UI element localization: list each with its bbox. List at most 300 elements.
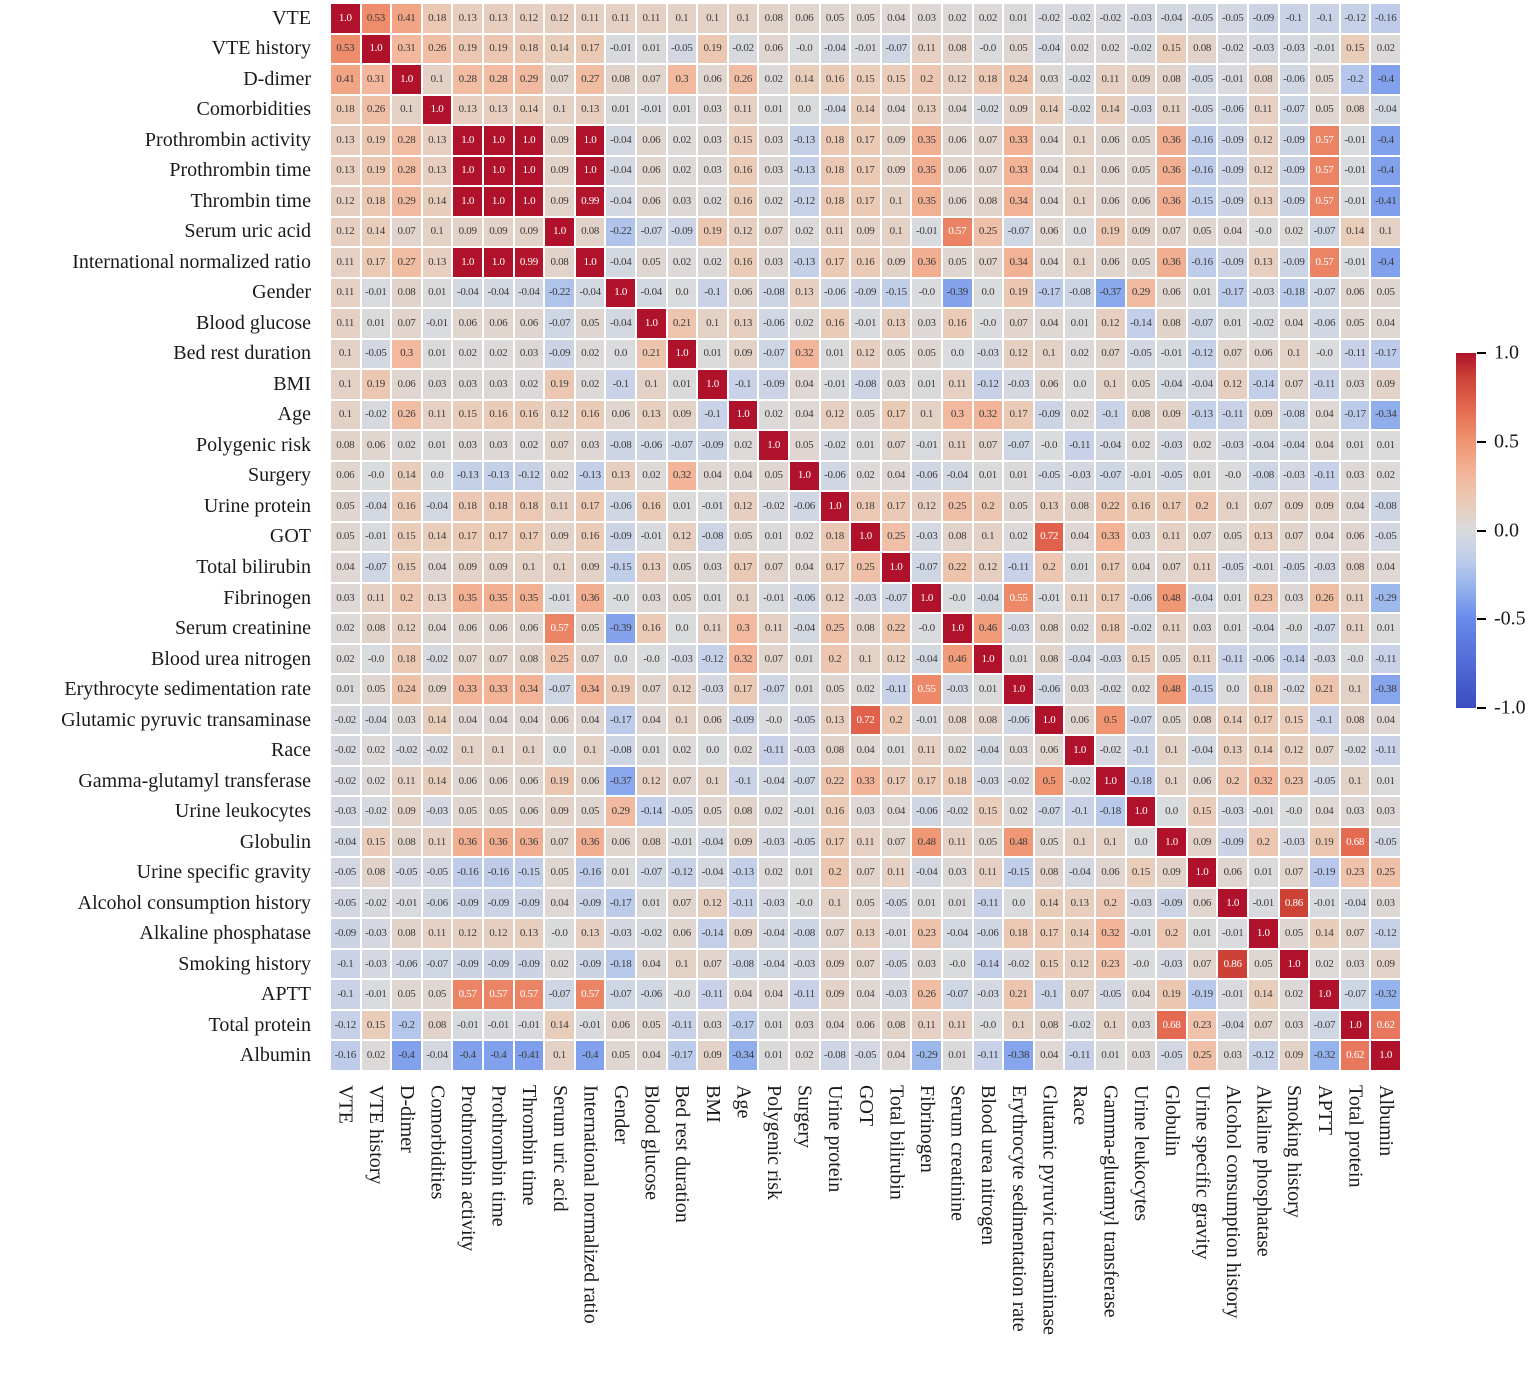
heatmap-cell: 0.1: [821, 889, 850, 918]
heatmap-cell: 0.01: [790, 675, 819, 704]
heatmap-cell: 1.0: [453, 157, 482, 186]
heatmap-cell: 0.12: [974, 553, 1003, 582]
heatmap-cell: 0.07: [821, 919, 850, 948]
heatmap-cell: 0.18: [821, 157, 850, 186]
heatmap-cell: -0.1: [331, 980, 360, 1009]
heatmap-cell: -0.16: [484, 858, 513, 887]
heatmap-cell: 0.2: [821, 645, 850, 674]
heatmap-cell: 0.23: [912, 919, 941, 948]
heatmap-cell: -0.05: [1188, 96, 1217, 125]
heatmap-cell: 0.14: [1035, 96, 1064, 125]
heatmap-cell: 0.14: [1035, 889, 1064, 918]
heatmap-cell: 0.08: [331, 431, 360, 460]
heatmap-cell: 0.46: [943, 645, 972, 674]
heatmap-cell: 0.3: [729, 614, 758, 643]
heatmap-cell: 0.01: [759, 1041, 788, 1070]
heatmap-cell: 0.15: [882, 65, 911, 94]
heatmap-cell: -0.04: [423, 1041, 452, 1070]
heatmap-cell: 0.1: [1280, 340, 1309, 369]
heatmap-cell: 0.14: [545, 1011, 574, 1040]
heatmap-cell: 0.02: [698, 248, 727, 277]
heatmap-cell: 0.48: [1004, 828, 1033, 857]
heatmap-cell: 0.04: [637, 950, 666, 979]
heatmap-cell: 0.14: [545, 35, 574, 64]
heatmap-cell: -0.0: [1249, 218, 1278, 247]
heatmap-cell: 0.01: [759, 523, 788, 552]
row-label: Globulin: [239, 830, 311, 853]
heatmap-cell: -0.4: [1371, 126, 1400, 155]
heatmap-cell: -0.09: [515, 950, 544, 979]
heatmap-cell: -0.07: [423, 950, 452, 979]
heatmap-cell: -0.06: [912, 797, 941, 826]
heatmap-cell: 1.0: [515, 157, 544, 186]
heatmap-cell: 0.05: [759, 462, 788, 491]
heatmap-cell: 0.19: [698, 35, 727, 64]
heatmap-cell: -0.04: [1035, 35, 1064, 64]
heatmap-cell: -0.06: [423, 889, 452, 918]
heatmap-cell: 0.04: [545, 889, 574, 918]
heatmap-cell: 0.06: [943, 157, 972, 186]
heatmap-cell: -0.04: [606, 187, 635, 216]
heatmap-cell: -0.02: [362, 401, 391, 430]
heatmap-cell: -0.09: [606, 523, 635, 552]
heatmap-cell: 0.01: [637, 889, 666, 918]
heatmap-cell: 0.04: [821, 1011, 850, 1040]
heatmap-cell: 0.14: [1249, 980, 1278, 1009]
heatmap-cell: -0.02: [821, 431, 850, 460]
heatmap-cell: 0.36: [484, 828, 513, 857]
heatmap-cell: 0.06: [515, 309, 544, 338]
heatmap-cell: -0.04: [362, 492, 391, 521]
heatmap-cell: 0.02: [759, 65, 788, 94]
heatmap-cell: 0.33: [851, 767, 880, 796]
heatmap-cell: 0.01: [606, 858, 635, 887]
heatmap-cell: 0.11: [545, 492, 574, 521]
heatmap-cell: 0.1: [1096, 370, 1125, 399]
heatmap-cell: 0.01: [698, 584, 727, 613]
heatmap-cell: -0.07: [943, 980, 972, 1009]
heatmap-cell: -0.04: [606, 126, 635, 155]
heatmap-cell: 0.1: [1065, 248, 1094, 277]
heatmap-cell: 1.0: [1249, 919, 1278, 948]
heatmap-cell: 0.24: [392, 675, 421, 704]
heatmap-cell: 0.41: [331, 65, 360, 94]
heatmap-cell: -0.02: [1249, 309, 1278, 338]
heatmap-cell: 0.03: [882, 370, 911, 399]
heatmap-cell: 0.1: [331, 401, 360, 430]
row-label: Albumin: [239, 1044, 311, 1067]
heatmap-cell: -0.1: [698, 401, 727, 430]
heatmap-cell: 0.14: [1218, 706, 1247, 735]
heatmap-cell: -0.07: [1127, 706, 1156, 735]
col-label: Prothrombin time: [487, 1085, 510, 1227]
heatmap-cell: -0.04: [606, 157, 635, 186]
heatmap-cell: -0.04: [698, 828, 727, 857]
heatmap-cell: 0.09: [545, 523, 574, 552]
heatmap-cell: 0.3: [668, 65, 697, 94]
col-label: Blood urea nitrogen: [977, 1085, 1000, 1245]
heatmap-cell: 0.11: [1065, 584, 1094, 613]
heatmap-cell: -0.09: [1218, 126, 1247, 155]
heatmap-cell: 0.08: [1249, 65, 1278, 94]
heatmap-cell: -0.39: [606, 614, 635, 643]
heatmap-cell: -0.09: [515, 889, 544, 918]
heatmap-cell: -0.17: [1371, 340, 1400, 369]
heatmap-cell: -0.0: [974, 309, 1003, 338]
heatmap-cell: 0.02: [362, 736, 391, 765]
heatmap-cell: -0.05: [423, 858, 452, 887]
heatmap-cell: 0.5: [1035, 767, 1064, 796]
heatmap-cell: 0.11: [1341, 584, 1370, 613]
heatmap-cell: -0.02: [1065, 4, 1094, 33]
heatmap-cell: 0.22: [943, 553, 972, 582]
heatmap-cell: 0.05: [484, 797, 513, 826]
heatmap-cell: -0.03: [1280, 462, 1309, 491]
heatmap-cell: 0.05: [1310, 65, 1339, 94]
heatmap-cell: 0.02: [1127, 431, 1156, 460]
heatmap-cell: -0.06: [606, 492, 635, 521]
heatmap-cell: 0.2: [1035, 553, 1064, 582]
heatmap-cell: 0.14: [1096, 96, 1125, 125]
heatmap-cell: -0.0: [943, 950, 972, 979]
heatmap-cell: -0.06: [974, 919, 1003, 948]
heatmap-cell: 0.0: [1218, 675, 1247, 704]
heatmap-cell: 0.11: [759, 614, 788, 643]
heatmap-cell: 0.1: [1096, 828, 1125, 857]
heatmap-cell: -0.01: [423, 309, 452, 338]
heatmap-cell: 0.08: [1035, 858, 1064, 887]
col-label: BMI: [701, 1085, 724, 1123]
heatmap-cell: 0.07: [1004, 309, 1033, 338]
heatmap-cell: 0.25: [1188, 1041, 1217, 1070]
row-label: International normalized ratio: [72, 250, 311, 273]
heatmap-cell: 0.1: [729, 4, 758, 33]
heatmap-cell: -0.07: [1188, 309, 1217, 338]
heatmap-cell: -0.07: [545, 980, 574, 1009]
heatmap-cell: 0.06: [453, 614, 482, 643]
heatmap-cell: -0.09: [453, 950, 482, 979]
heatmap-cell: 0.06: [576, 767, 605, 796]
heatmap-cell: 0.16: [821, 309, 850, 338]
heatmap-cell: 0.02: [729, 736, 758, 765]
heatmap-cell: 0.07: [1280, 370, 1309, 399]
heatmap-cell: 0.06: [515, 797, 544, 826]
heatmap-cell: 0.14: [1249, 736, 1278, 765]
heatmap-cell: 0.35: [515, 584, 544, 613]
heatmap-cell: 0.36: [576, 828, 605, 857]
heatmap-cell: -0.03: [698, 675, 727, 704]
heatmap-cell: 0.04: [882, 462, 911, 491]
heatmap-cell: -0.18: [1096, 797, 1125, 826]
heatmap-cell: 0.25: [545, 645, 574, 674]
heatmap-cell: 0.03: [637, 584, 666, 613]
heatmap-cell: 0.03: [484, 370, 513, 399]
heatmap-cell: 0.05: [729, 523, 758, 552]
heatmap-cell: 0.1: [882, 218, 911, 247]
heatmap-cell: 0.12: [392, 614, 421, 643]
heatmap-cell: 0.53: [362, 4, 391, 33]
heatmap-cell: 0.04: [423, 614, 452, 643]
heatmap-cell: 0.17: [1157, 492, 1186, 521]
heatmap-cell: 0.02: [1127, 675, 1156, 704]
heatmap-cell: 0.11: [362, 584, 391, 613]
heatmap-cell: -0.12: [1371, 919, 1400, 948]
heatmap-cell: 0.02: [1310, 950, 1339, 979]
heatmap-cell: 1.0: [392, 65, 421, 94]
heatmap-cell: -0.06: [759, 309, 788, 338]
heatmap-cell: -0.18: [606, 950, 635, 979]
heatmap-cell: 0.1: [637, 370, 666, 399]
heatmap-cell: -0.04: [1249, 431, 1278, 460]
heatmap-cell: 0.2: [1249, 828, 1278, 857]
heatmap-cell: -0.02: [331, 706, 360, 735]
heatmap-cell: 0.07: [974, 431, 1003, 460]
heatmap-cell: 0.07: [545, 431, 574, 460]
heatmap-cell: 0.16: [851, 248, 880, 277]
heatmap-cell: 0.04: [759, 980, 788, 1009]
heatmap-cell: -0.04: [943, 919, 972, 948]
heatmap-cell: 0.0: [1065, 370, 1094, 399]
heatmap-cell: 0.18: [851, 492, 880, 521]
heatmap-cell: 0.04: [1035, 126, 1064, 155]
heatmap-cell: -0.03: [1280, 35, 1309, 64]
heatmap-cell: 0.12: [1096, 309, 1125, 338]
heatmap-cell: 0.19: [484, 35, 513, 64]
row-label: VTE history: [211, 37, 311, 60]
heatmap-cell: -0.12: [1249, 1041, 1278, 1070]
heatmap-cell: -0.04: [606, 309, 635, 338]
heatmap-cell: -0.05: [362, 340, 391, 369]
heatmap-cell: 0.19: [1004, 279, 1033, 308]
heatmap-cell: 0.02: [759, 858, 788, 887]
heatmap-cell: 0.02: [790, 218, 819, 247]
heatmap-cell: 0.03: [759, 126, 788, 155]
col-label: Globulin: [1160, 1085, 1183, 1157]
heatmap-cell: -0.01: [882, 919, 911, 948]
heatmap-cell: -0.2: [1341, 65, 1370, 94]
heatmap-cell: 0.08: [362, 858, 391, 887]
heatmap-cell: 0.24: [1004, 65, 1033, 94]
heatmap-cell: -0.05: [392, 858, 421, 887]
heatmap-cell: 0.16: [821, 797, 850, 826]
heatmap-cell: 1.0: [545, 218, 574, 247]
heatmap-cell: 0.01: [362, 309, 391, 338]
heatmap-cell: -0.03: [1157, 431, 1186, 460]
heatmap-cell: 0.35: [453, 584, 482, 613]
heatmap-cell: -0.0: [362, 645, 391, 674]
heatmap-cell: -0.09: [576, 950, 605, 979]
row-label: Gender: [252, 281, 311, 304]
heatmap-cell: 0.03: [698, 157, 727, 186]
heatmap-cell: -0.11: [1218, 645, 1247, 674]
heatmap-cell: 0.19: [1310, 828, 1339, 857]
heatmap-cell: 0.02: [637, 462, 666, 491]
heatmap-cell: 0.13: [1249, 187, 1278, 216]
heatmap-cell: -0.12: [1341, 4, 1370, 33]
heatmap-cell: -0.01: [1341, 126, 1370, 155]
heatmap-cell: 0.26: [362, 96, 391, 125]
heatmap-cell: 0.12: [729, 492, 758, 521]
col-label: VTE: [334, 1085, 357, 1124]
heatmap-cell: -0.03: [1157, 950, 1186, 979]
heatmap-cell: 0.04: [729, 980, 758, 1009]
heatmap-cell: -0.01: [1341, 248, 1370, 277]
heatmap-cell: 0.01: [1341, 431, 1370, 460]
heatmap-cell: 0.14: [392, 462, 421, 491]
heatmap-cell: 0.25: [974, 218, 1003, 247]
heatmap-cell: 0.06: [1127, 187, 1156, 216]
heatmap-cell: 0.1: [1157, 736, 1186, 765]
heatmap-cell: -0.06: [637, 431, 666, 460]
heatmap-cell: 0.02: [1188, 431, 1217, 460]
heatmap-cell: 0.04: [1310, 797, 1339, 826]
heatmap-cell: 0.23: [1249, 584, 1278, 613]
heatmap-cell: 0.01: [1065, 553, 1094, 582]
heatmap-cell: 0.01: [974, 675, 1003, 704]
row-label: Alcohol consumption history: [77, 891, 311, 914]
heatmap-cell: 0.03: [423, 370, 452, 399]
heatmap-cell: -0.14: [637, 797, 666, 826]
heatmap-cell: -0.0: [790, 889, 819, 918]
heatmap-cell: -0.0: [668, 980, 697, 1009]
heatmap-cell: 0.02: [392, 431, 421, 460]
heatmap-cell: 0.13: [1249, 248, 1278, 277]
heatmap-cell: 0.03: [759, 157, 788, 186]
heatmap-cell: 0.04: [790, 370, 819, 399]
heatmap-cell: 0.14: [423, 187, 452, 216]
heatmap-cell: 0.1: [1341, 675, 1370, 704]
heatmap-cell: 0.08: [1035, 645, 1064, 674]
heatmap-cell: 0.09: [729, 828, 758, 857]
heatmap-cell: 0.28: [453, 65, 482, 94]
heatmap-cell: 0.2: [1218, 767, 1247, 796]
heatmap-cell: -0.01: [851, 309, 880, 338]
heatmap-cell: 0.09: [545, 126, 574, 155]
heatmap-cell: 0.22: [882, 614, 911, 643]
heatmap-cell: -0.06: [1004, 706, 1033, 735]
heatmap-cell: 0.18: [1096, 614, 1125, 643]
heatmap-cell: 0.08: [851, 614, 880, 643]
heatmap-cell: -0.05: [1035, 462, 1064, 491]
heatmap-cell: 0.05: [637, 1011, 666, 1040]
heatmap-cell: 0.02: [759, 187, 788, 216]
heatmap-cell: -0.04: [423, 492, 452, 521]
col-label: Total protein: [1344, 1085, 1367, 1188]
heatmap-cell: 0.07: [759, 218, 788, 247]
heatmap-cell: 0.04: [453, 706, 482, 735]
heatmap-cell: 0.13: [331, 157, 360, 186]
heatmap-cell: -0.09: [1280, 248, 1309, 277]
heatmap-cell: 0.03: [1371, 797, 1400, 826]
heatmap-cell: -0.07: [637, 218, 666, 247]
heatmap-cell: -0.04: [331, 828, 360, 857]
heatmap-cell: -0.13: [790, 248, 819, 277]
heatmap-cell: 0.16: [729, 248, 758, 277]
row-label: Total bilirubin: [196, 556, 311, 578]
heatmap-cell: -0.12: [974, 370, 1003, 399]
col-label: Urine protein: [824, 1085, 847, 1193]
heatmap-cell: 0.17: [912, 767, 941, 796]
heatmap-cell: 0.36: [576, 584, 605, 613]
heatmap-cell: -0.03: [362, 919, 391, 948]
heatmap-cell: -0.06: [1280, 65, 1309, 94]
heatmap-cell: -0.13: [453, 462, 482, 491]
heatmap-cell: 0.12: [453, 919, 482, 948]
heatmap-cell: -0.02: [423, 736, 452, 765]
heatmap-cell: 0.13: [576, 919, 605, 948]
heatmap-cell: 0.25: [943, 492, 972, 521]
heatmap-cell: -0.06: [1127, 584, 1156, 613]
heatmap-cell: -0.03: [668, 645, 697, 674]
heatmap-cell: 0.05: [576, 309, 605, 338]
heatmap-cell: 0.02: [1065, 614, 1094, 643]
heatmap-cell: 0.06: [515, 614, 544, 643]
heatmap-cell: 0.07: [974, 126, 1003, 155]
heatmap-cell: 0.35: [912, 157, 941, 186]
row-label: Smoking history: [178, 952, 311, 975]
heatmap-cell: 0.09: [545, 797, 574, 826]
heatmap-cell: -0.02: [974, 96, 1003, 125]
heatmap-cell: -0.0: [974, 1011, 1003, 1040]
heatmap-cell: 0.13: [1249, 523, 1278, 552]
heatmap-cell: 0.21: [637, 340, 666, 369]
heatmap-cell: -0.11: [668, 1011, 697, 1040]
heatmap-cell: -0.11: [974, 889, 1003, 918]
heatmap-cell: 0.34: [1004, 187, 1033, 216]
heatmap-cell: -0.07: [545, 675, 574, 704]
heatmap-cell: 0.16: [729, 157, 758, 186]
heatmap-cell: -0.04: [974, 736, 1003, 765]
heatmap-cell: -0.07: [362, 553, 391, 582]
heatmap-cell: 0.06: [1096, 126, 1125, 155]
heatmap-cell: -0.01: [1341, 187, 1370, 216]
heatmap-cell: 0.05: [1157, 645, 1186, 674]
heatmap-cell: -0.03: [759, 889, 788, 918]
heatmap-cell: 0.19: [1157, 980, 1186, 1009]
heatmap-cell: -0.02: [943, 797, 972, 826]
heatmap-cell: -0.0: [637, 645, 666, 674]
heatmap-cell: 0.05: [1127, 157, 1156, 186]
heatmap-cell: 0.31: [362, 65, 391, 94]
heatmap-cell: 0.06: [1249, 340, 1278, 369]
heatmap-cell: -0.01: [851, 35, 880, 64]
heatmap-cell: 0.05: [1310, 96, 1339, 125]
heatmap-cell: 0.07: [882, 828, 911, 857]
heatmap-cell: -0.07: [1310, 1011, 1339, 1040]
heatmap-cell: 0.06: [759, 35, 788, 64]
heatmap-cell: 0.17: [821, 553, 850, 582]
heatmap-cell: 0.16: [576, 401, 605, 430]
heatmap-cell: -0.1: [1310, 706, 1339, 735]
heatmap-cell: 1.0: [912, 584, 941, 613]
heatmap-cell: -0.09: [1218, 828, 1247, 857]
heatmap-cell: 0.06: [1035, 370, 1064, 399]
heatmap-cell: 0.08: [729, 797, 758, 826]
heatmap-cell: -0.05: [1218, 553, 1247, 582]
heatmap-cell: -0.14: [1127, 309, 1156, 338]
heatmap-cell: 0.11: [912, 35, 941, 64]
heatmap-cell: 0.06: [1096, 248, 1125, 277]
heatmap-cell: 0.03: [698, 126, 727, 155]
heatmap-cell: -0.08: [790, 919, 819, 948]
heatmap-cell: 0.06: [698, 65, 727, 94]
row-label: Serum creatinine: [174, 617, 311, 640]
heatmap-cell: -0.0: [759, 706, 788, 735]
heatmap-cell: 0.08: [423, 1011, 452, 1040]
heatmap-cell: 0.1: [1096, 1011, 1125, 1040]
heatmap-cell: 0.13: [637, 401, 666, 430]
heatmap-cell: 1.0: [576, 248, 605, 277]
